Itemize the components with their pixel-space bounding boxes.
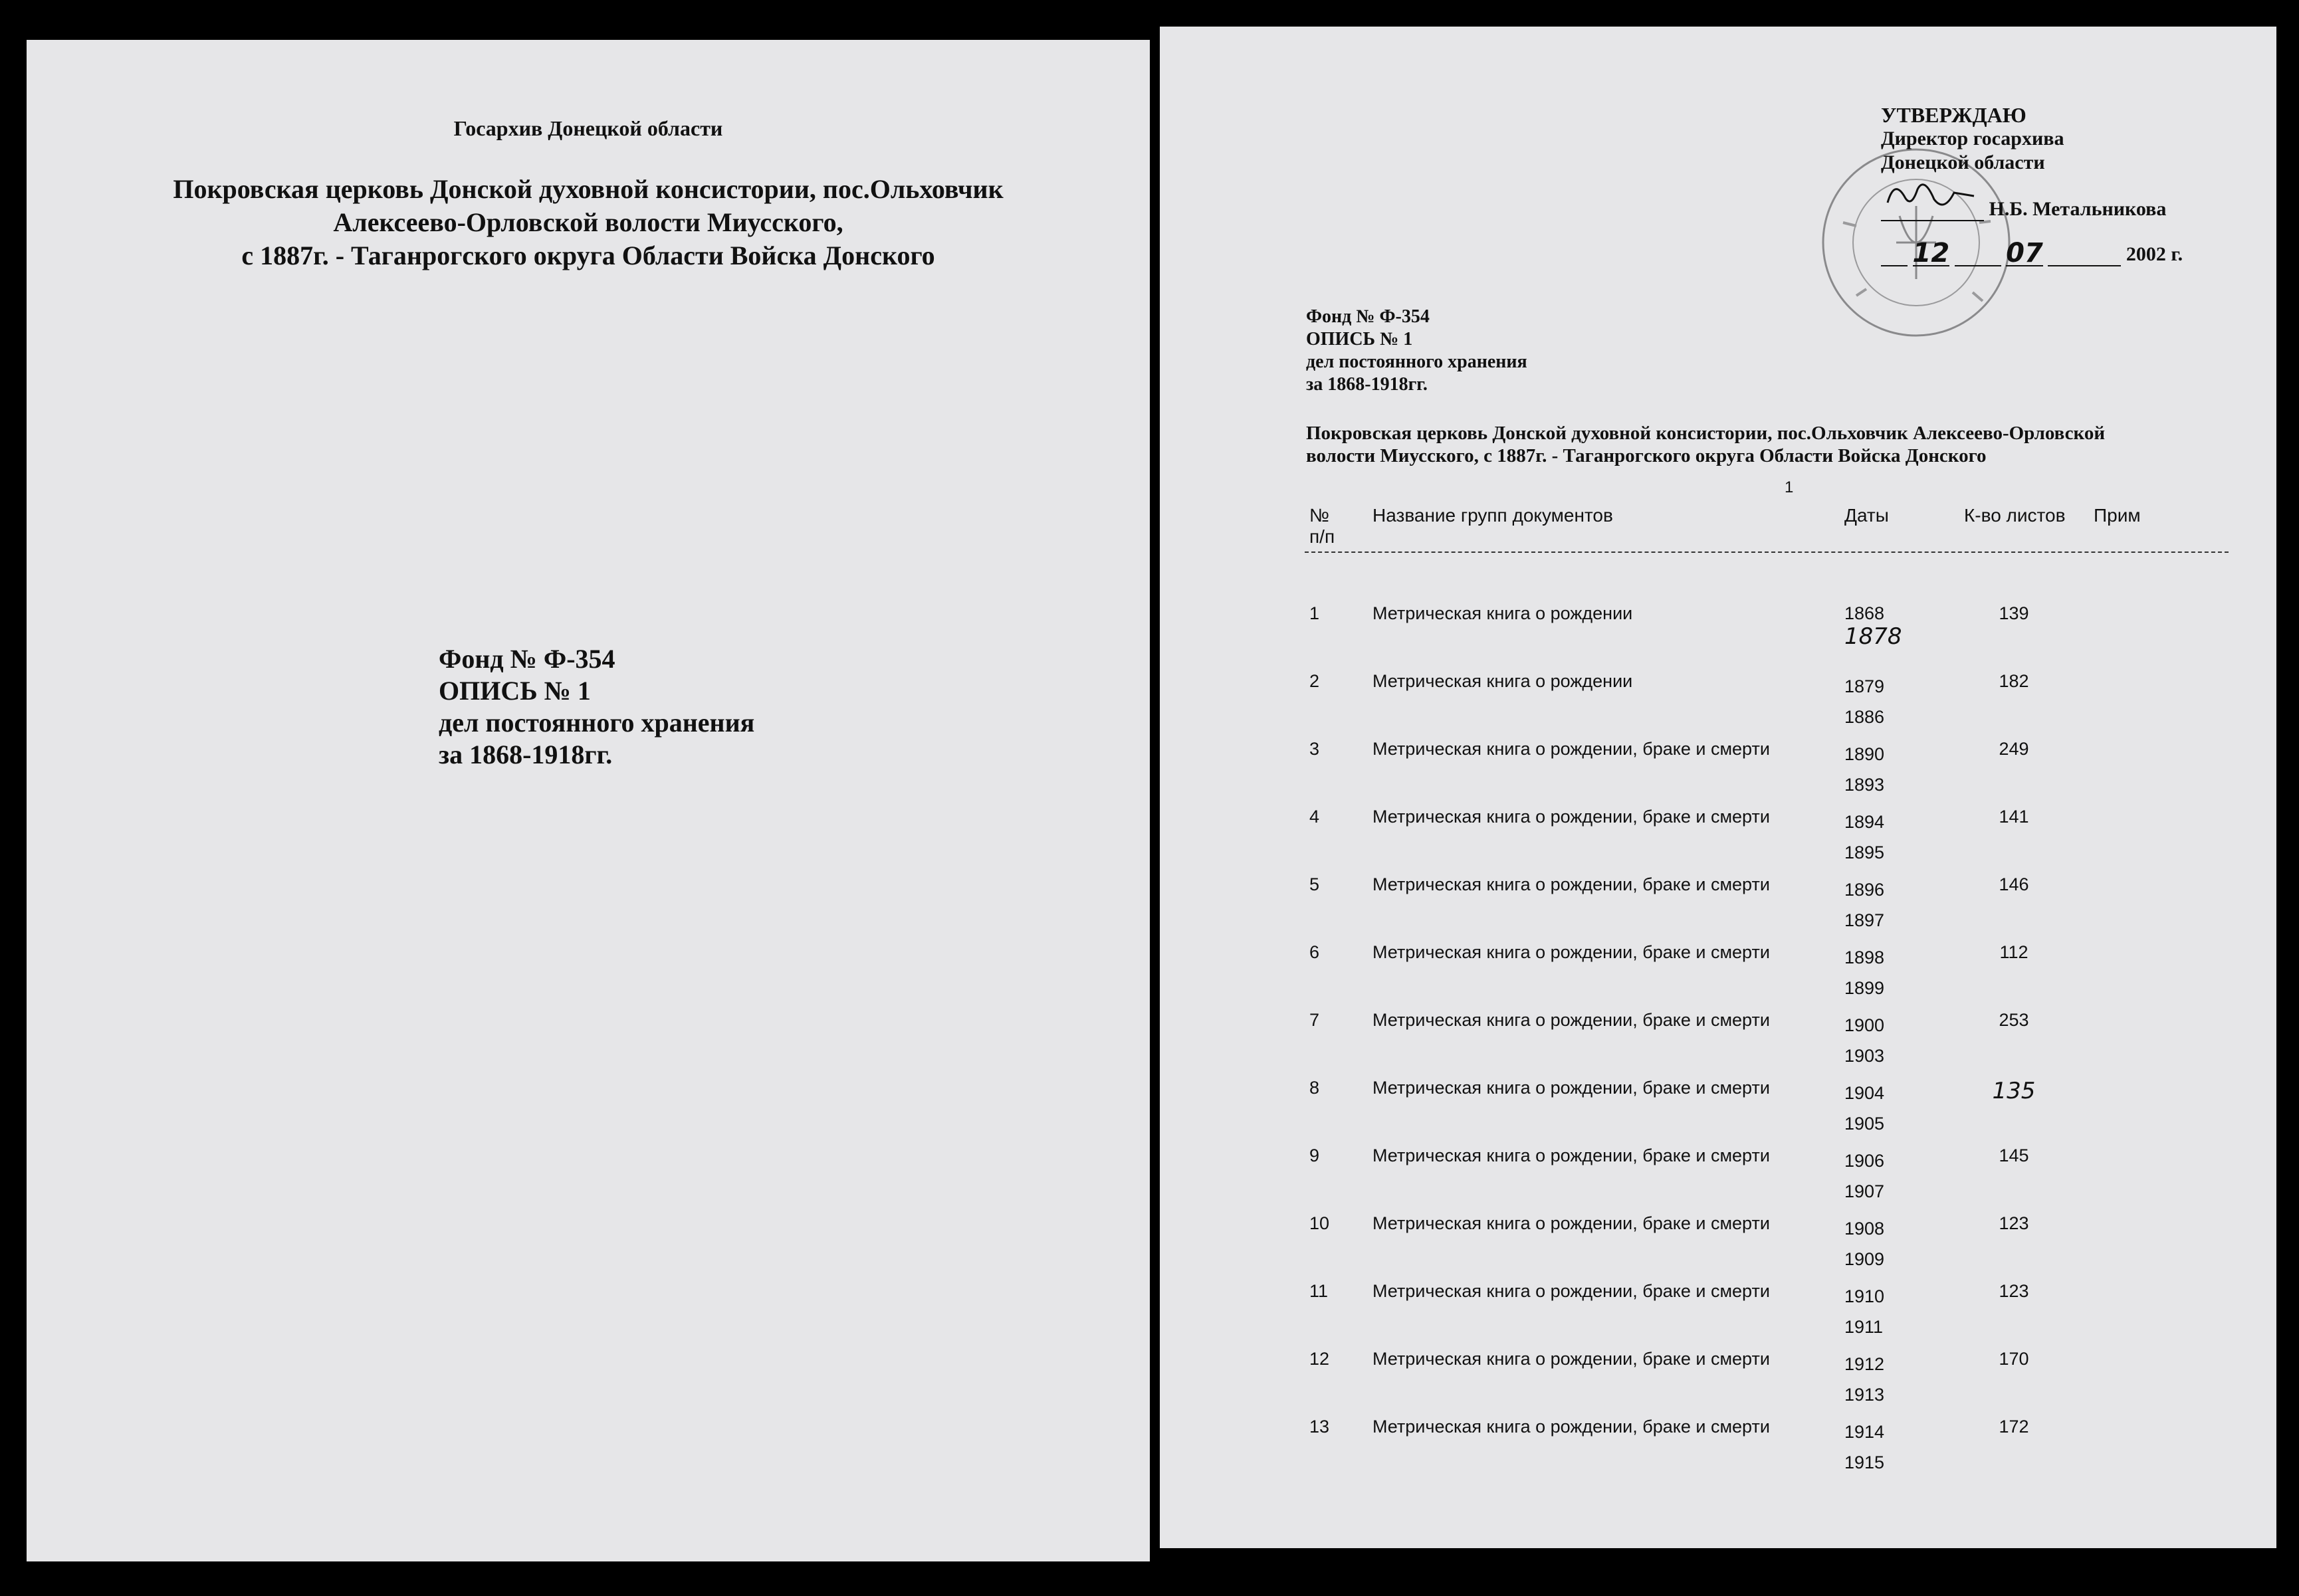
row-date-start: 1912 bbox=[1844, 1354, 1885, 1374]
row-date-start: 1914 bbox=[1844, 1422, 1885, 1442]
row-dates bbox=[1844, 807, 1884, 868]
row-dates bbox=[1844, 1078, 1884, 1139]
row-date-start: 1898 bbox=[1844, 948, 1885, 967]
row-title: Метрическая книга о рождении, браке и смерти bbox=[1372, 1417, 1770, 1437]
row-title: Метрическая книга о рождении, браке и смерти bbox=[1372, 1349, 1770, 1369]
header-divider bbox=[1305, 551, 2229, 553]
left-opis-number: ОПИСЬ № 1 bbox=[439, 676, 591, 706]
approver-position-2: Донецкой области bbox=[1881, 151, 2045, 173]
row-date-end: 1878 bbox=[1844, 623, 1902, 650]
row-date-end: 1915 bbox=[1844, 1452, 1885, 1472]
row-title: Метрическая книга о рождении bbox=[1372, 671, 1633, 691]
row-number: 10 bbox=[1309, 1213, 1330, 1233]
archive-name: Госархив Донецкой области bbox=[453, 116, 723, 140]
row-date-end: 1899 bbox=[1844, 978, 1885, 998]
header-number-line-2: п/п bbox=[1309, 526, 1335, 547]
row-sheet-count: 182 bbox=[1999, 671, 2029, 691]
row-dates bbox=[1844, 1281, 1884, 1342]
right-storage-type: дел постоянного хранения bbox=[1306, 351, 1527, 372]
row-date-start: 1868 bbox=[1844, 603, 1885, 623]
row-number: 11 bbox=[1309, 1281, 1329, 1301]
row-sheet-count: 123 bbox=[1999, 1213, 2029, 1233]
left-page-title bbox=[0, 173, 1190, 272]
row-title: Метрическая книга о рождении, браке и смерти bbox=[1372, 1146, 1770, 1165]
row-title: Метрическая книга о рождении bbox=[1372, 603, 1633, 623]
left-period: за 1868-1918гг. bbox=[439, 740, 613, 769]
row-number: 7 bbox=[1309, 1010, 1320, 1030]
header-name: Название групп документов bbox=[1372, 505, 1613, 526]
right-title-line-2: волости Миусского, с 1887г. - Таганрогского округа Области Войска Донского bbox=[1306, 445, 1987, 466]
right-opis-number: ОПИСЬ № 1 bbox=[1306, 329, 1413, 349]
header-note: Прим bbox=[2094, 505, 2141, 526]
row-number: 2 bbox=[1309, 671, 1320, 691]
row-date-start: 1906 bbox=[1844, 1151, 1885, 1171]
row-sheet-count: 141 bbox=[1999, 807, 2029, 827]
table-row bbox=[1160, 1078, 2276, 1146]
table-row bbox=[1160, 1010, 2276, 1078]
row-number: 5 bbox=[1309, 874, 1320, 894]
row-date-start: 1896 bbox=[1844, 880, 1885, 900]
row-sheet-count: 139 bbox=[1999, 603, 2029, 623]
row-date-end: 1886 bbox=[1844, 707, 1885, 727]
row-title: Метрическая книга о рождении, браке и смерти bbox=[1372, 1010, 1770, 1030]
right-period: за 1868-1918гг. bbox=[1306, 374, 1428, 395]
table-row bbox=[1160, 671, 2276, 739]
row-date-start: 1900 bbox=[1844, 1015, 1885, 1035]
row-dates bbox=[1844, 1213, 1884, 1274]
signature-line bbox=[1881, 196, 1984, 221]
table-row bbox=[1160, 1349, 2276, 1417]
table-row bbox=[1160, 807, 2276, 874]
row-date-end: 1897 bbox=[1844, 910, 1885, 930]
date-gap bbox=[2048, 265, 2121, 266]
table-row bbox=[1160, 739, 2276, 807]
row-sheet-count: 135 bbox=[1992, 1078, 2036, 1104]
row-sheet-count: 145 bbox=[1999, 1146, 2029, 1165]
signature-row bbox=[1881, 196, 2183, 221]
row-title: Метрическая книга о рождении, браке и смерти bbox=[1372, 1213, 1770, 1233]
row-sheet-count: 170 bbox=[1999, 1349, 2029, 1369]
row-dates bbox=[1844, 671, 1884, 732]
approver-name: Н.Б. Метальникова bbox=[1989, 198, 2167, 220]
row-sheet-count: 112 bbox=[1999, 942, 2028, 962]
row-date-end: 1893 bbox=[1844, 775, 1885, 795]
table-row bbox=[1160, 1281, 2276, 1349]
approval-month: 07 bbox=[2006, 238, 2043, 268]
row-date-start: 1910 bbox=[1844, 1286, 1885, 1306]
row-date-end: 1903 bbox=[1844, 1046, 1885, 1066]
date-gap bbox=[1881, 265, 1908, 266]
row-date-start: 1908 bbox=[1844, 1219, 1885, 1239]
row-date-start: 1879 bbox=[1844, 676, 1885, 696]
row-dates bbox=[1844, 603, 1902, 650]
left-title-line-3: с 1887г. - Таганрогского округа Области Войска Донского bbox=[241, 241, 935, 270]
row-title: Метрическая книга о рождении, браке и смерти bbox=[1372, 807, 1770, 827]
row-date-end: 1911 bbox=[1844, 1317, 1884, 1337]
header-sheets: К-во листов bbox=[1964, 505, 2066, 526]
right-page-title bbox=[1306, 422, 2223, 467]
approval-day: 12 bbox=[1912, 238, 1950, 268]
table-row bbox=[1160, 1417, 2276, 1484]
row-number: 6 bbox=[1309, 942, 1320, 962]
table-row bbox=[1160, 1146, 2276, 1213]
row-dates bbox=[1844, 874, 1884, 936]
row-sheet-count: 249 bbox=[1999, 739, 2029, 759]
row-sheet-count: 146 bbox=[1999, 874, 2029, 894]
row-number: 9 bbox=[1309, 1146, 1320, 1165]
header-number-line-1: № bbox=[1309, 505, 1330, 526]
row-dates bbox=[1844, 1349, 1884, 1410]
row-date-end: 1895 bbox=[1844, 843, 1885, 862]
row-dates bbox=[1844, 1146, 1884, 1207]
left-page bbox=[27, 40, 1150, 1561]
row-number: 13 bbox=[1309, 1417, 1330, 1437]
left-title-line-2: Алексеево-Орловской волости Миусского, bbox=[333, 207, 843, 237]
row-title: Метрическая книга о рождении, браке и смерти bbox=[1372, 739, 1770, 759]
table-row bbox=[1160, 942, 2276, 1010]
row-date-end: 1913 bbox=[1844, 1385, 1885, 1405]
table-row bbox=[1160, 1213, 2276, 1281]
row-title: Метрическая книга о рождении, браке и смерти bbox=[1372, 1078, 1770, 1098]
row-sheet-count: 123 bbox=[1999, 1281, 2029, 1301]
left-storage-type: дел постоянного хранения bbox=[439, 708, 755, 738]
row-date-end: 1909 bbox=[1844, 1249, 1885, 1269]
approval-date-row bbox=[1881, 238, 2183, 268]
handwritten-signature bbox=[1881, 176, 1984, 216]
row-date-start: 1904 bbox=[1844, 1083, 1885, 1103]
right-fond-block bbox=[1306, 306, 1527, 396]
approver-position-1: Директор госархива bbox=[1881, 128, 2064, 150]
approval-block bbox=[1881, 103, 2183, 266]
right-fond-number: Фонд № Ф-354 bbox=[1306, 306, 1430, 327]
row-number: 4 bbox=[1309, 807, 1320, 827]
left-fond-number: Фонд № Ф-354 bbox=[439, 644, 615, 674]
header-number bbox=[1309, 505, 1335, 548]
approval-title: УТВЕРЖДАЮ bbox=[1881, 103, 2026, 127]
row-number: 12 bbox=[1309, 1349, 1330, 1369]
header-dates: Даты bbox=[1844, 505, 1889, 526]
row-date-start: 1894 bbox=[1844, 812, 1885, 832]
row-title: Метрическая книга о рождении, браке и смерти bbox=[1372, 874, 1770, 894]
row-title: Метрическая книга о рождении, браке и смерти bbox=[1372, 942, 1770, 962]
date-gap bbox=[1955, 265, 2001, 266]
row-title: Метрическая книга о рождении, браке и смерти bbox=[1372, 1281, 1770, 1301]
row-dates bbox=[1844, 739, 1884, 800]
row-number: 8 bbox=[1309, 1078, 1320, 1098]
row-number: 3 bbox=[1309, 739, 1320, 759]
row-sheet-count: 253 bbox=[1999, 1010, 2029, 1030]
right-title-line-1: Покровская церковь Донской духовной консистории, пос.Ольховчик Алексеево-Орловской bbox=[1306, 423, 2106, 444]
row-dates bbox=[1844, 1417, 1884, 1478]
approval-year: 2002 г. bbox=[2126, 243, 2183, 265]
right-page bbox=[1160, 27, 2276, 1548]
left-fond-block bbox=[439, 643, 754, 771]
table-row bbox=[1160, 874, 2276, 942]
row-sheet-count: 172 bbox=[1999, 1417, 2029, 1437]
page-number: 1 bbox=[1785, 478, 1794, 496]
left-title-line-1: Покровская церковь Донской духовной консистории, пос.Ольховчик bbox=[173, 174, 1004, 204]
row-date-start: 1890 bbox=[1844, 744, 1885, 764]
row-number: 1 bbox=[1309, 603, 1320, 623]
row-dates bbox=[1844, 1010, 1884, 1071]
table-row bbox=[1160, 603, 2276, 671]
row-dates bbox=[1844, 942, 1884, 1003]
row-date-end: 1907 bbox=[1844, 1181, 1885, 1201]
row-date-end: 1905 bbox=[1844, 1114, 1885, 1134]
